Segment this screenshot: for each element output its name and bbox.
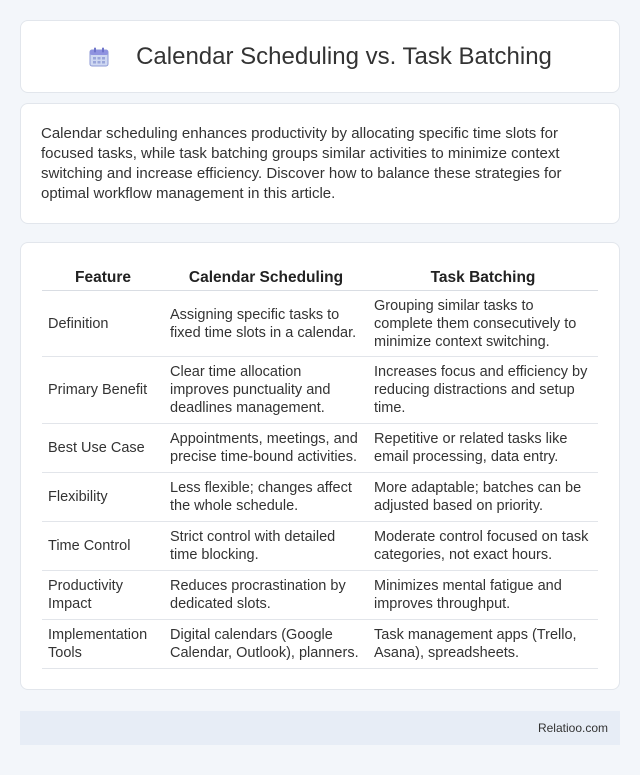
batching-cell: Grouping similar tasks to complete them consecutively to minimize context switching. (368, 291, 598, 357)
intro-card (20, 103, 620, 224)
table-row (42, 357, 598, 424)
footer-site-link[interactable]: Relatioo.com (537, 721, 608, 735)
table-row (42, 571, 598, 620)
batching-cell: Task management apps (Trello, Asana), spreadsheets. (368, 620, 598, 669)
comparison-card (20, 242, 620, 690)
table-row (42, 620, 598, 669)
column-header-calendar-scheduling: Calendar Scheduling (164, 265, 368, 291)
calendar-cell: Reduces procrastination by dedicated slots. (164, 571, 368, 620)
batching-cell: Minimizes mental fatigue and improves throughput. (368, 571, 598, 620)
calendar-cell: Strict control with detailed time blocking. (164, 522, 368, 571)
feature-cell: Best Use Case (42, 424, 164, 473)
footer (20, 711, 620, 745)
page-title: Calendar Scheduling vs. Task Batching (136, 42, 552, 70)
feature-cell: Primary Benefit (42, 357, 164, 424)
batching-cell: Repetitive or related tasks like email processing, data entry. (368, 424, 598, 473)
column-header-task-batching: Task Batching (368, 265, 598, 291)
intro-text: Calendar scheduling enhances productivity by allocating specific time slots for focused tasks, while task batching groups similar activities to minimize context switching and increase efficiency. Discover how to balance these strategies for optimal workflow management in this article. (41, 125, 562, 202)
calendar-icon (88, 46, 110, 68)
table-row (42, 291, 598, 357)
column-header-feature: Feature (42, 265, 164, 291)
calendar-cell: Appointments, meetings, and precise time-bound activities. (164, 424, 368, 473)
feature-cell: Definition (42, 291, 164, 357)
feature-cell: Time Control (42, 522, 164, 571)
table-row (42, 522, 598, 571)
title-card (20, 20, 620, 93)
batching-cell: More adaptable; batches can be adjusted based on priority. (368, 473, 598, 522)
table-header-row (42, 265, 598, 291)
comparison-table (42, 265, 598, 669)
feature-cell: Implementation Tools (42, 620, 164, 669)
feature-cell: Flexibility (42, 473, 164, 522)
table-row (42, 473, 598, 522)
batching-cell: Increases focus and efficiency by reducing distractions and setup time. (368, 357, 598, 424)
calendar-cell: Clear time allocation improves punctuality and deadlines management. (164, 357, 368, 424)
calendar-cell: Assigning specific tasks to fixed time slots in a calendar. (164, 291, 368, 357)
table-row (42, 424, 598, 473)
batching-cell: Moderate control focused on task categories, not exact hours. (368, 522, 598, 571)
feature-cell: Productivity Impact (42, 571, 164, 620)
calendar-cell: Digital calendars (Google Calendar, Outlook), planners. (164, 620, 368, 669)
calendar-cell: Less flexible; changes affect the whole schedule. (164, 473, 368, 522)
